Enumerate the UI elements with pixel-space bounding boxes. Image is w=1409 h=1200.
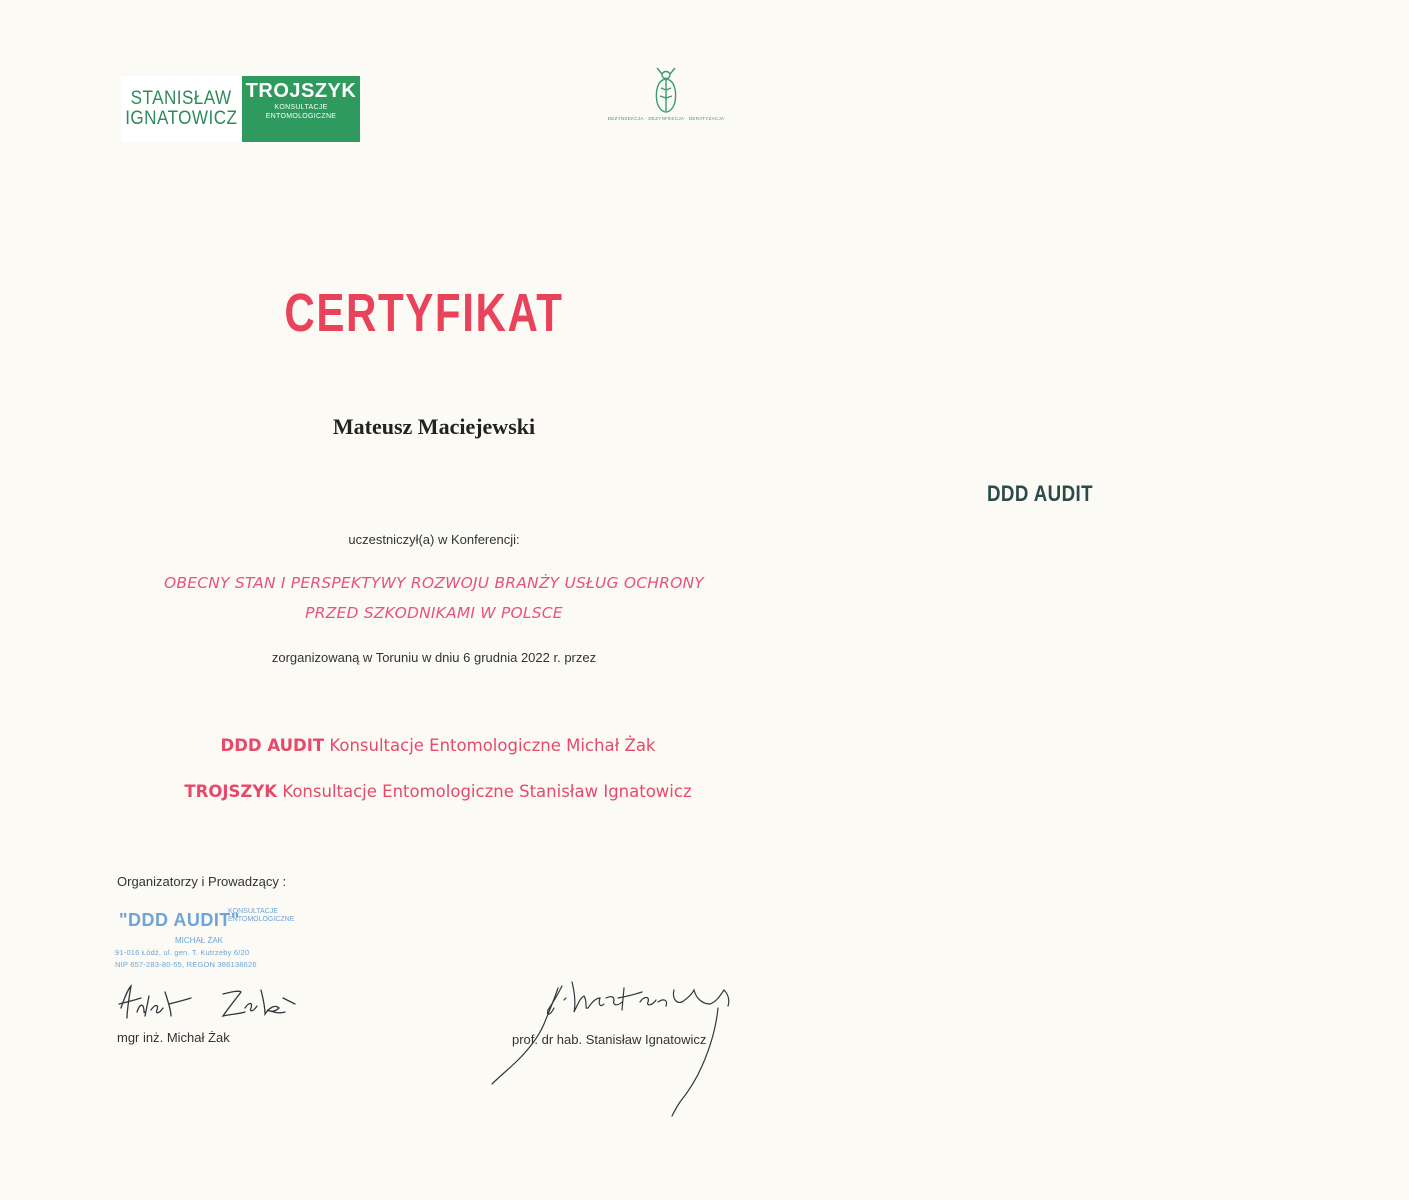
ignatowicz-logo-line1: STANISŁAW [131,88,232,109]
organizer-ddd-audit-rest: Konsultacje Entomologiczne Michał Żak [324,736,656,755]
conference-title-line2: PRZED SZKODNIKAMI W POLSCE [305,604,563,622]
ignatowicz-logo [121,76,242,142]
ignatowicz-logo-line2: IGNATOWICZ [125,108,238,129]
trojszyk-logo-name: TROJSZYK [245,80,357,102]
organizer-trojszyk-brand: TROJSZYK [184,782,278,801]
stamp-company-type [228,908,294,924]
trojszyk-logo-sub2: ENTOMOLOGICZNE [265,113,337,120]
stamp-company-type-line2: ENTOMOLOGICZNE [228,916,295,923]
stamp-address: 91-016 Łódź, ul. gen. T. Kutrzeby 6/20 [115,948,250,957]
conference-title [0,568,868,628]
signer-zak-label: mgr inż. Michał Żak [117,1030,230,1045]
insect-icon [649,66,683,114]
stamp-company-type-line1: KONSULTACJE [228,908,278,915]
trojszyk-logo [242,76,360,142]
signer-ignatowicz-label: prof. dr hab. Stanisław Ignatowicz [512,1032,707,1047]
organizer-ddd-audit [0,736,876,755]
organizers-label: Organizatorzy i Prowadzący : [117,874,287,889]
ddd-audit-logo-name: DDD AUDIT [987,481,1093,506]
stamp-company-name: "DDD AUDIT" [119,910,240,930]
conference-title-line1: OBECNY STAN I PERSPEKTYWY ROZWOJU BRANŻY USŁUG OCHRONY [164,574,704,592]
participated-text: uczestniczył(a) w Konferencji: [348,532,520,547]
organizer-trojszyk [0,782,876,801]
stamp-tax-ids: NIP 657-283-80-55, REGON 386138626 [115,960,257,969]
organizer-ddd-audit-brand: DDD AUDIT [220,736,325,755]
ddd-audit-logo [606,66,1093,506]
recipient-name: Mateusz Maciejewski [332,414,536,439]
certificate-title: CERTYFIKAT [284,283,564,343]
trojszyk-logo-sub1: KONSULTACJE [274,104,328,111]
ddd-audit-logo-tagline: DEZYNSEKCJA · DEZYNFEKCJA · DERATYZACJA [607,116,725,121]
stamp-owner: MICHAŁ ŻAK [175,936,224,945]
company-stamp [113,906,328,976]
organizer-trojszyk-rest: Konsultacje Entomologiczne Stanisław Ignatowicz [277,782,692,801]
organized-text: zorganizowaną w Toruniu w dniu 6 grudnia 2022 r. przez [271,650,597,665]
signature-zak [115,978,305,1030]
